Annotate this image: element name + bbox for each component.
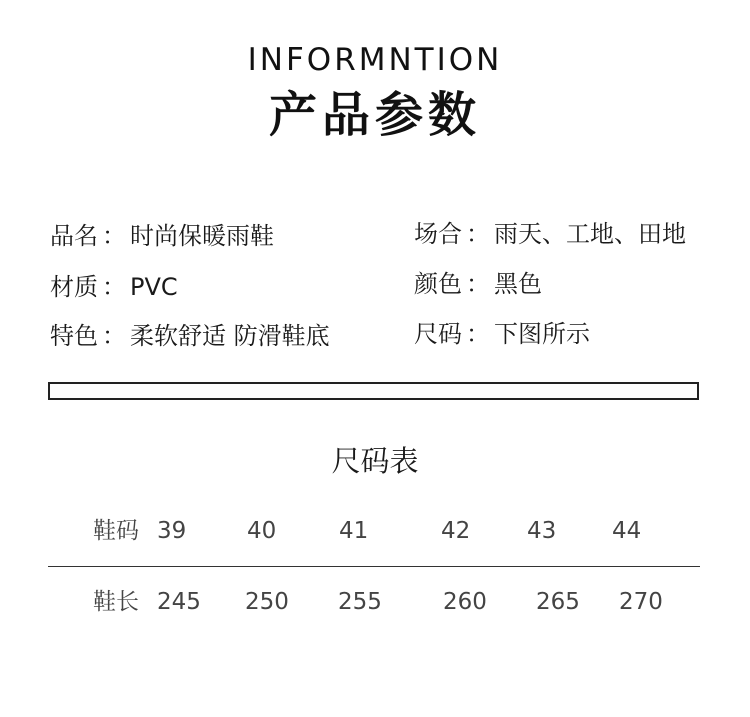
size-cell: 44 xyxy=(612,518,642,544)
param-occasion-label: 场合 xyxy=(414,220,462,248)
size-table-title: 尺码表 xyxy=(331,444,419,478)
param-feature-value: 柔软舒适 防滑鞋底 xyxy=(130,322,330,350)
param-size xyxy=(414,318,590,350)
param-name-label: 品名 xyxy=(50,222,98,250)
param-material-value: PVC xyxy=(130,273,178,301)
param-separator: ： xyxy=(466,270,490,298)
param-separator: ： xyxy=(466,220,490,248)
size-cell: 40 xyxy=(247,518,277,544)
param-color-value: 黑色 xyxy=(494,270,542,298)
param-size-value: 下图所示 xyxy=(494,320,590,348)
param-separator: ： xyxy=(102,322,126,350)
param-color-label: 颜色 xyxy=(414,270,462,298)
length-cell: 260 xyxy=(443,589,487,615)
length-cell: 265 xyxy=(536,589,580,615)
param-size-label: 尺码 xyxy=(414,320,462,348)
length-cell: 270 xyxy=(619,589,663,615)
size-cell: 43 xyxy=(527,518,557,544)
size-row-label: 鞋码 xyxy=(93,518,139,544)
param-name-value: 时尚保暖雨鞋 xyxy=(130,222,274,250)
param-separator: ： xyxy=(466,320,490,348)
section-divider xyxy=(48,382,699,400)
param-occasion xyxy=(414,218,686,250)
param-feature-label: 特色 xyxy=(50,322,98,350)
param-material xyxy=(50,271,178,303)
param-color xyxy=(414,268,542,300)
length-row-label: 鞋长 xyxy=(93,589,139,615)
title-chinese: 产品参数 xyxy=(268,87,481,143)
length-cell: 250 xyxy=(245,589,289,615)
length-cell: 255 xyxy=(338,589,382,615)
param-feature xyxy=(50,320,330,352)
param-material-label: 材质 xyxy=(50,273,98,301)
param-occasion-value: 雨天、工地、田地 xyxy=(494,220,686,248)
param-separator: ： xyxy=(102,222,126,250)
param-name xyxy=(50,220,274,252)
length-cell: 245 xyxy=(157,589,201,615)
size-cell: 39 xyxy=(157,518,187,544)
param-separator: ： xyxy=(102,273,126,301)
title-english: INFORMNTION xyxy=(247,42,503,78)
table-rule xyxy=(48,566,700,567)
size-cell: 41 xyxy=(339,518,369,544)
size-cell: 42 xyxy=(441,518,471,544)
